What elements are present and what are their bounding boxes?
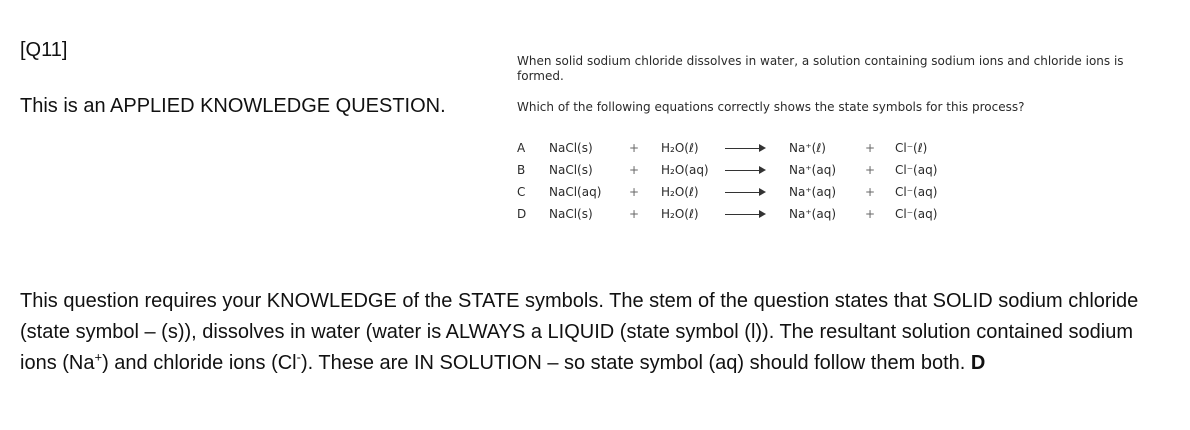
product-1: Na⁺(ℓ) (789, 141, 826, 155)
answer-options (517, 138, 977, 226)
reactant-2: H₂O(ℓ) (661, 185, 699, 199)
reaction-arrow-icon (725, 160, 767, 180)
reactant-1: NaCl(aq) (549, 185, 602, 199)
reaction-arrow-icon (725, 204, 767, 224)
question-stem: When solid sodium chloride dissolves in water, a solution containing sodium ions and chloride ions is formed. (517, 54, 1124, 83)
option-row-d (517, 204, 977, 226)
correct-answer: D (970, 352, 986, 374)
option-letter: D (517, 207, 527, 221)
question-number: [Q11] (20, 39, 68, 61)
answer-explanation (20, 286, 1170, 379)
reactant-2: H₂O(ℓ) (661, 207, 699, 221)
reaction-arrow-icon (725, 182, 767, 202)
plus-sign: + (629, 207, 640, 221)
explanation-text-2: ) and chloride ions (Cl (102, 352, 297, 374)
product-1: Na⁺(aq) (789, 185, 836, 199)
explanation-text-1: This question requires your KNOWLEDGE of the STATE symbols. The stem of the question states that SOLID sodium chloride (state symbol – (s)), dissolves in water (water is ALWAYS a LIQUID (state symbol (l)). The resultant solution contained sodium ions (Na (20, 290, 1139, 374)
sodium-charge-superscript: + (94, 349, 103, 365)
plus-sign: + (865, 163, 876, 177)
plus-sign: + (865, 207, 876, 221)
product-2: Cl⁻(aq) (895, 163, 938, 177)
option-letter: B (517, 163, 526, 177)
option-row-a (517, 138, 977, 160)
plus-sign: + (865, 185, 876, 199)
chloride-charge-superscript: - (296, 349, 301, 365)
question-type-label: This is an APPLIED KNOWLEDGE QUESTION. (20, 95, 446, 117)
product-1: Na⁺(aq) (789, 207, 836, 221)
question-panel (517, 54, 1167, 221)
product-2: Cl⁻(aq) (895, 207, 938, 221)
reactant-1: NaCl(s) (549, 141, 593, 155)
plus-sign: + (629, 163, 640, 177)
option-row-c (517, 182, 977, 204)
option-row-b (517, 160, 977, 182)
product-1: Na⁺(aq) (789, 163, 836, 177)
question-prompt: Which of the following equations correctly shows the state symbols for this process? (517, 100, 1025, 114)
plus-sign: + (629, 185, 640, 199)
product-2: Cl⁻(ℓ) (895, 141, 928, 155)
option-letter: A (517, 141, 526, 155)
plus-sign: + (629, 141, 640, 155)
reactant-2: H₂O(aq) (661, 163, 709, 177)
explanation-text-3: ). These are IN SOLUTION – so state symbol (aq) should follow them both. (300, 352, 971, 374)
reaction-arrow-icon (725, 138, 767, 158)
product-2: Cl⁻(aq) (895, 185, 938, 199)
reactant-1: NaCl(s) (549, 207, 593, 221)
reactant-1: NaCl(s) (549, 163, 593, 177)
reactant-2: H₂O(ℓ) (661, 141, 699, 155)
option-letter: C (517, 185, 526, 199)
plus-sign: + (865, 141, 876, 155)
